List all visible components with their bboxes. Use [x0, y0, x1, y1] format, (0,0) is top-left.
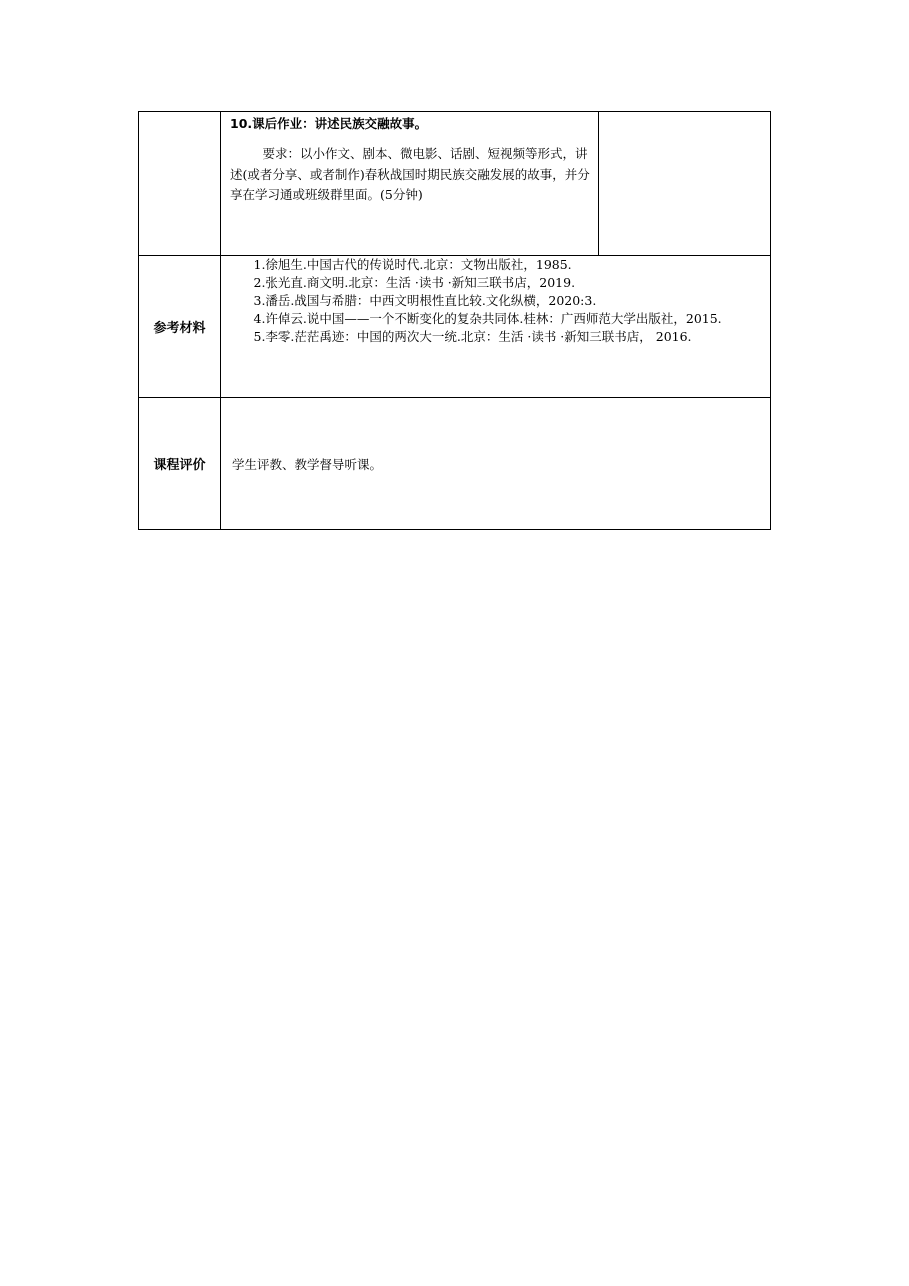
homework-title: 10.课后作业：讲述民族交融故事。 [230, 116, 428, 131]
course-table [138, 111, 771, 530]
homework-row [139, 112, 771, 256]
references-row [139, 256, 771, 398]
reference-item: 4.许倬云.说中国——一个不断变化的复杂共同体.桂林：广西师范大学出版社，2015. [253, 311, 722, 326]
homework-side-cell [599, 112, 771, 256]
reference-item: 3.潘岳.战国与希腊：中西文明根性直比较.文化纵横，2020:3. [253, 293, 597, 308]
evaluation-text: 学生评教、教学督导听课。 [232, 456, 383, 472]
homework-requirements: 要求：以小作文、剧本、微电影、话剧、短视频等形式，讲述(或者分享、或者制作)春秋战国时期民族交融发展的故事，并分享在学习通或班级群里面。(5分钟) [230, 146, 590, 202]
evaluation-cell [221, 398, 771, 530]
evaluation-label: 课程评价 [139, 398, 221, 530]
reference-item: 2.张光直.商文明.北京：生活 ·读书 ·新知三联书店，2019. [253, 275, 576, 290]
references-cell [221, 256, 771, 398]
reference-item: 1.徐旭生.中国古代的传说时代.北京：文物出版社，1985. [253, 257, 572, 272]
reference-item: 5.李零.茫茫禹迹：中国的两次大一统.北京：生活 ·读书 ·新知三联书店， 2016. [253, 329, 692, 344]
homework-cell [221, 112, 599, 256]
evaluation-row [139, 398, 771, 530]
homework-label-cell [139, 112, 221, 256]
references-label: 参考材料 [139, 256, 221, 398]
